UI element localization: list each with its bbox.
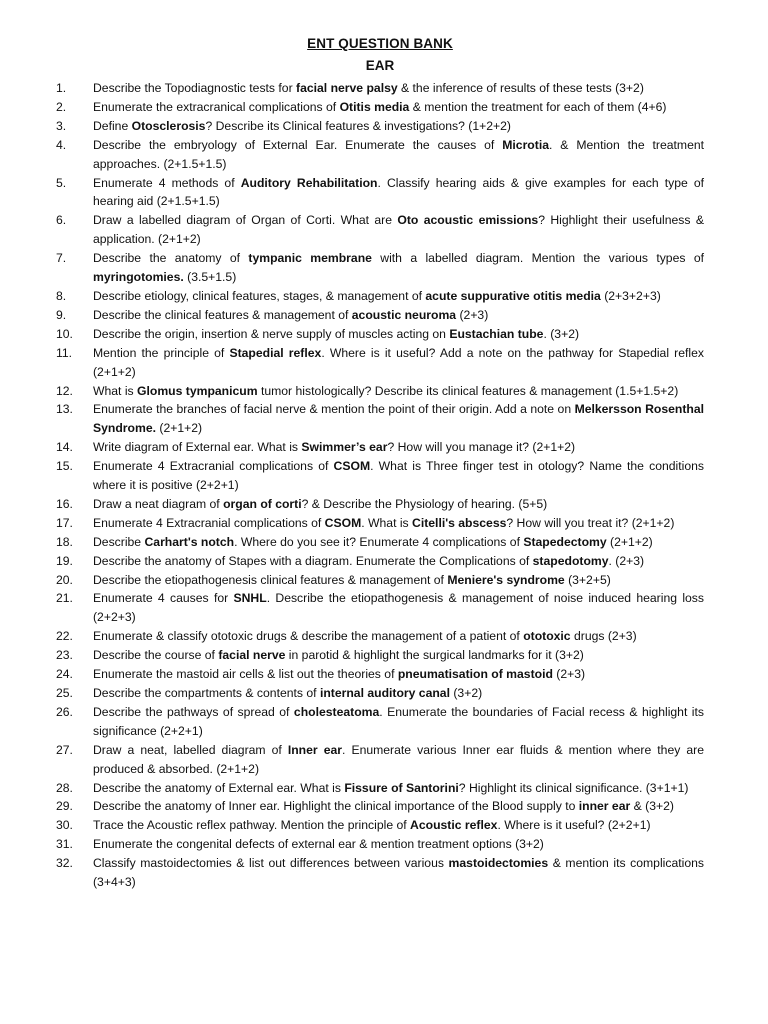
question-text-segment: Describe the origin, insertion & nerve supply of muscles acting on <box>93 326 450 341</box>
question-text-segment: Describe the compartments & contents of <box>93 686 320 700</box>
question-number: 2. <box>56 99 67 114</box>
question-keyword: organ of corti <box>223 496 302 511</box>
question-text-segment: Describe the pathways of spread of <box>93 704 294 719</box>
question-keyword: cholesteatoma <box>293 704 380 719</box>
question-text-segment: with a labelled diagram. Mention the various types of <box>371 251 704 266</box>
question-number: 10. <box>56 326 73 341</box>
question-keyword: Otitis media <box>339 99 410 114</box>
question-number: 17. <box>56 515 73 530</box>
question-number: 9. <box>56 307 67 322</box>
question-number: 4. <box>56 137 67 152</box>
question-keyword: Oto acoustic emissions <box>397 213 539 228</box>
question-item <box>56 382 704 401</box>
question-text-segment: Describe the etiopathogenesis clinical features & management of <box>93 572 448 587</box>
question-text <box>93 646 704 665</box>
question-number: 31. <box>56 837 73 852</box>
question-text <box>93 589 704 627</box>
question-keyword: CSOM <box>324 515 362 530</box>
question-item <box>56 249 704 287</box>
question-number: 25. <box>56 686 73 700</box>
question-text <box>93 136 704 174</box>
question-text <box>93 325 704 344</box>
question-text <box>93 854 704 892</box>
question-text <box>93 438 704 457</box>
question-text-segment: (3+2) <box>449 686 483 700</box>
question-text-segment: tumor histologically? Describe its clinical features & management (1.5+1.5+2) <box>257 383 679 398</box>
question-text-segment: Describe the Topodiagnostic tests for <box>93 81 297 95</box>
question-item <box>56 703 704 741</box>
question-keyword: Swimmer’s ear <box>301 440 388 455</box>
question-text-segment: Describe the course of <box>93 648 219 663</box>
question-text-segment: What is <box>93 383 138 398</box>
question-text-segment: Describe the anatomy of Stapes with a diagram. Enumerate the Complications of <box>93 553 533 568</box>
question-item <box>56 287 704 306</box>
question-text-segment: & mention the treatment for each of them (4+6) <box>409 99 667 114</box>
question-item <box>56 79 704 98</box>
document-title: ENT QUESTION BANK <box>307 36 453 51</box>
question-text-segment: Describe the clinical features & management of <box>93 307 352 322</box>
question-keyword: inner ear <box>578 799 631 814</box>
question-text <box>93 249 704 287</box>
question-text-segment: Describe the anatomy of Inner ear. Highlight the clinical importance of the Blood supply to <box>93 799 579 814</box>
question-keyword: ototoxic <box>523 629 571 644</box>
question-number: 30. <box>56 818 73 833</box>
question-text-segment: Draw a neat, labelled diagram of <box>93 742 288 757</box>
question-item <box>56 552 704 571</box>
question-item <box>56 344 704 382</box>
question-item <box>56 400 704 438</box>
question-text-segment: (2+3) <box>552 667 586 682</box>
question-keyword: facial nerve palsy <box>296 81 398 95</box>
question-text-segment: . (3+2) <box>543 326 580 341</box>
question-text <box>93 665 704 684</box>
section-heading: EAR <box>365 58 395 73</box>
question-number: 15. <box>56 459 73 474</box>
question-text-segment: Describe the embryology of External Ear. Enumerate the causes of <box>93 137 503 152</box>
question-text-segment: in parotid & highlight the surgical landmarks for it (3+2) <box>285 648 584 663</box>
question-text-segment: ? Highlight its clinical significance. (3+1+1) <box>458 780 689 795</box>
question-text-segment: . (2+3) <box>608 553 645 568</box>
question-text <box>93 287 704 306</box>
question-number: 20. <box>56 572 73 587</box>
question-text-segment: Classify mastoidectomies & list out differences between various <box>93 856 449 871</box>
question-text <box>93 703 704 741</box>
question-keyword: Inner ear <box>287 742 342 757</box>
question-keyword: Eustachian tube <box>449 326 544 341</box>
question-keyword: Auditory Rehabilitation <box>240 175 378 190</box>
question-item <box>56 589 704 627</box>
question-number: 18. <box>56 534 73 549</box>
question-text-segment: drugs (2+3) <box>570 629 637 644</box>
question-text <box>93 571 704 590</box>
question-number: 28. <box>56 780 73 795</box>
question-keyword: internal auditory canal <box>319 686 450 700</box>
question-text <box>93 382 704 401</box>
question-text-segment: Enumerate 4 methods of <box>93 175 241 190</box>
question-number: 22. <box>56 629 73 644</box>
question-keyword: tympanic membrane <box>248 251 372 266</box>
question-item <box>56 325 704 344</box>
question-number: 11. <box>56 345 73 360</box>
question-text <box>93 797 704 816</box>
question-text <box>93 552 704 571</box>
question-number: 26. <box>56 704 73 719</box>
question-text <box>93 741 704 779</box>
question-text-segment: Describe etiology, clinical features, stages, & management of <box>93 288 426 303</box>
question-text-segment: . Where is it useful? Add a note on the pathway for Stapedial reflex (2+1+2) <box>93 345 704 379</box>
question-text-segment: (2+1+2) <box>606 534 653 549</box>
question-item <box>56 98 704 117</box>
question-text-segment: Draw a neat diagram of <box>93 496 224 511</box>
question-number: 12. <box>56 383 73 398</box>
question-text-segment: Define <box>93 118 132 133</box>
question-number: 7. <box>56 251 67 266</box>
question-text-segment: Enumerate the extracranical complications of <box>93 99 340 114</box>
question-item <box>56 457 704 495</box>
question-number: 23. <box>56 648 73 663</box>
question-number: 5. <box>56 175 67 190</box>
question-number: 21. <box>56 591 73 606</box>
question-text-segment: . Enumerate various Inner ear fluids & mention where they are produced & absorbed. (2+1+2) <box>93 742 704 776</box>
question-text-segment: (3.5+1.5) <box>183 270 237 285</box>
question-text-segment: ? How will you manage it? (2+1+2) <box>387 440 576 455</box>
question-keyword: acoustic neuroma <box>351 307 457 322</box>
question-keyword: mastoidectomies <box>448 856 549 871</box>
question-item <box>56 835 704 854</box>
question-item <box>56 117 704 136</box>
question-number: 13. <box>56 402 73 417</box>
question-text-segment: . Where is it useful? (2+2+1) <box>497 818 651 833</box>
question-text-segment: ? Describe its Clinical features & investigations? (1+2+2) <box>205 118 511 133</box>
question-text-segment: & mention its complications (3+4+3) <box>93 856 704 890</box>
question-item <box>56 495 704 514</box>
question-text <box>93 495 704 514</box>
question-item <box>56 627 704 646</box>
question-text-segment: (2+3) <box>456 307 489 322</box>
question-keyword: facial nerve <box>218 648 286 663</box>
question-text-segment: (3+2+5) <box>564 572 611 587</box>
question-text-segment: . What is <box>361 515 413 530</box>
question-keyword: SNHL <box>233 591 267 606</box>
question-number: 32. <box>56 856 73 871</box>
question-text <box>93 457 704 495</box>
question-text <box>93 211 704 249</box>
question-keyword: myringotomies. <box>93 270 184 285</box>
question-item <box>56 533 704 552</box>
question-item <box>56 174 704 212</box>
question-number: 3. <box>56 118 67 133</box>
question-item <box>56 136 704 174</box>
question-text <box>93 627 704 646</box>
question-text-segment: Enumerate 4 Extracranial complications of <box>93 515 325 530</box>
question-item <box>56 816 704 835</box>
question-text <box>93 79 704 98</box>
question-text-segment: Describe the anatomy of <box>93 251 249 266</box>
question-item <box>56 684 704 703</box>
question-item <box>56 438 704 457</box>
question-keyword: CSOM <box>333 459 371 474</box>
question-text-segment: Enumerate & classify ototoxic drugs & describe the management of a patient of <box>93 629 524 644</box>
question-text <box>93 306 704 325</box>
question-item <box>56 306 704 325</box>
question-text <box>93 816 704 835</box>
question-text-segment: . What is Three finger test in otology? Name the conditions where it is positive (2+2+1) <box>93 459 704 493</box>
question-text-segment: ? & Describe the Physiology of hearing. (5+5) <box>301 496 548 511</box>
question-item <box>56 211 704 249</box>
question-keyword: pneumatisation of mastoid <box>397 667 553 682</box>
question-text-segment: Draw a labelled diagram of Organ of Corti. What are <box>93 213 398 228</box>
question-number: 29. <box>56 799 73 814</box>
question-text-segment: Describe <box>93 534 145 549</box>
question-text-segment: ? How will you treat it? (2+1+2) <box>506 515 675 530</box>
question-number: 19. <box>56 553 73 568</box>
question-number: 14. <box>56 440 73 455</box>
question-text-segment: Describe the anatomy of External ear. What is <box>93 780 345 795</box>
question-keyword: Microtia <box>502 137 549 152</box>
question-text <box>93 533 704 552</box>
question-text-segment: Enumerate 4 Extracranial complications of <box>93 459 334 474</box>
question-keyword: Melkersson Rosenthal Syndrome. <box>93 402 704 436</box>
question-text <box>93 117 704 136</box>
question-item <box>56 646 704 665</box>
question-keyword: acute suppurative otitis media <box>425 288 601 303</box>
question-keyword: Glomus tympanicum <box>137 383 258 398</box>
question-keyword: Stapedectomy <box>523 534 607 549</box>
question-text-segment: . & Mention the treatment approaches. (2+1.5+1.5) <box>93 137 705 171</box>
question-number: 1. <box>56 81 67 95</box>
question-keyword: Fissure of Santorini <box>344 780 459 795</box>
question-text-segment: & the inference of results of these tests (3+2) <box>397 81 644 95</box>
question-text-segment: . Where do you see it? Enumerate 4 complications of <box>234 534 524 549</box>
question-text-segment: Enumerate the mastoid air cells & list out the theories of <box>93 667 398 682</box>
question-item <box>56 854 704 892</box>
question-item <box>56 514 704 533</box>
question-keyword: Otosclerosis <box>131 118 206 133</box>
question-keyword: Stapedial reflex <box>229 345 322 360</box>
question-text-segment: ? Highlight their usefulness & application. (2+1+2) <box>93 213 704 247</box>
question-number: 6. <box>56 213 67 228</box>
question-text <box>93 779 704 798</box>
question-text <box>93 400 704 438</box>
question-text-segment: . Describe the etiopathogenesis & management of noise induced hearing loss (2+2+3) <box>93 591 704 625</box>
question-text <box>93 684 704 703</box>
question-text-segment: Mention the principle of <box>93 345 230 360</box>
question-number: 24. <box>56 667 73 682</box>
question-text-segment: (2+3+2+3) <box>600 288 661 303</box>
question-text-segment: Trace the Acoustic reflex pathway. Mention the principle of <box>93 818 411 833</box>
question-text <box>93 514 704 533</box>
question-number: 27. <box>56 742 73 757</box>
question-number: 8. <box>56 288 67 303</box>
question-item <box>56 797 704 816</box>
question-number: 16. <box>56 496 73 511</box>
question-keyword: Meniere's syndrome <box>447 572 565 587</box>
question-text <box>93 174 704 212</box>
question-list <box>56 79 704 892</box>
question-text <box>93 835 704 854</box>
question-keyword: Acoustic reflex <box>410 818 498 833</box>
question-text-segment: . Classify hearing aids & give examples for each type of hearing aid (2+1.5+1.5) <box>93 175 705 209</box>
question-text-segment: . Enumerate the boundaries of Facial recess & highlight its significance (2+2+1) <box>93 704 704 738</box>
question-text-segment: Enumerate the branches of facial nerve & mention the point of their origin. Add a note on <box>93 402 575 417</box>
question-text-segment: (2+1+2) <box>156 421 203 436</box>
question-item <box>56 571 704 590</box>
question-keyword: Citelli's abscess <box>412 515 507 530</box>
question-text-segment: Enumerate 4 causes for <box>93 591 234 606</box>
question-text <box>93 344 704 382</box>
question-text-segment: Enumerate the congenital defects of external ear & mention treatment options (3+2) <box>93 837 544 852</box>
question-item <box>56 665 704 684</box>
question-keyword: stapedotomy <box>532 553 609 568</box>
question-text <box>93 98 704 117</box>
question-keyword: Carhart's notch <box>144 534 235 549</box>
question-text-segment: & (3+2) <box>630 799 674 814</box>
question-item <box>56 741 704 779</box>
question-text-segment: Write diagram of External ear. What is <box>93 440 302 455</box>
question-item <box>56 779 704 798</box>
